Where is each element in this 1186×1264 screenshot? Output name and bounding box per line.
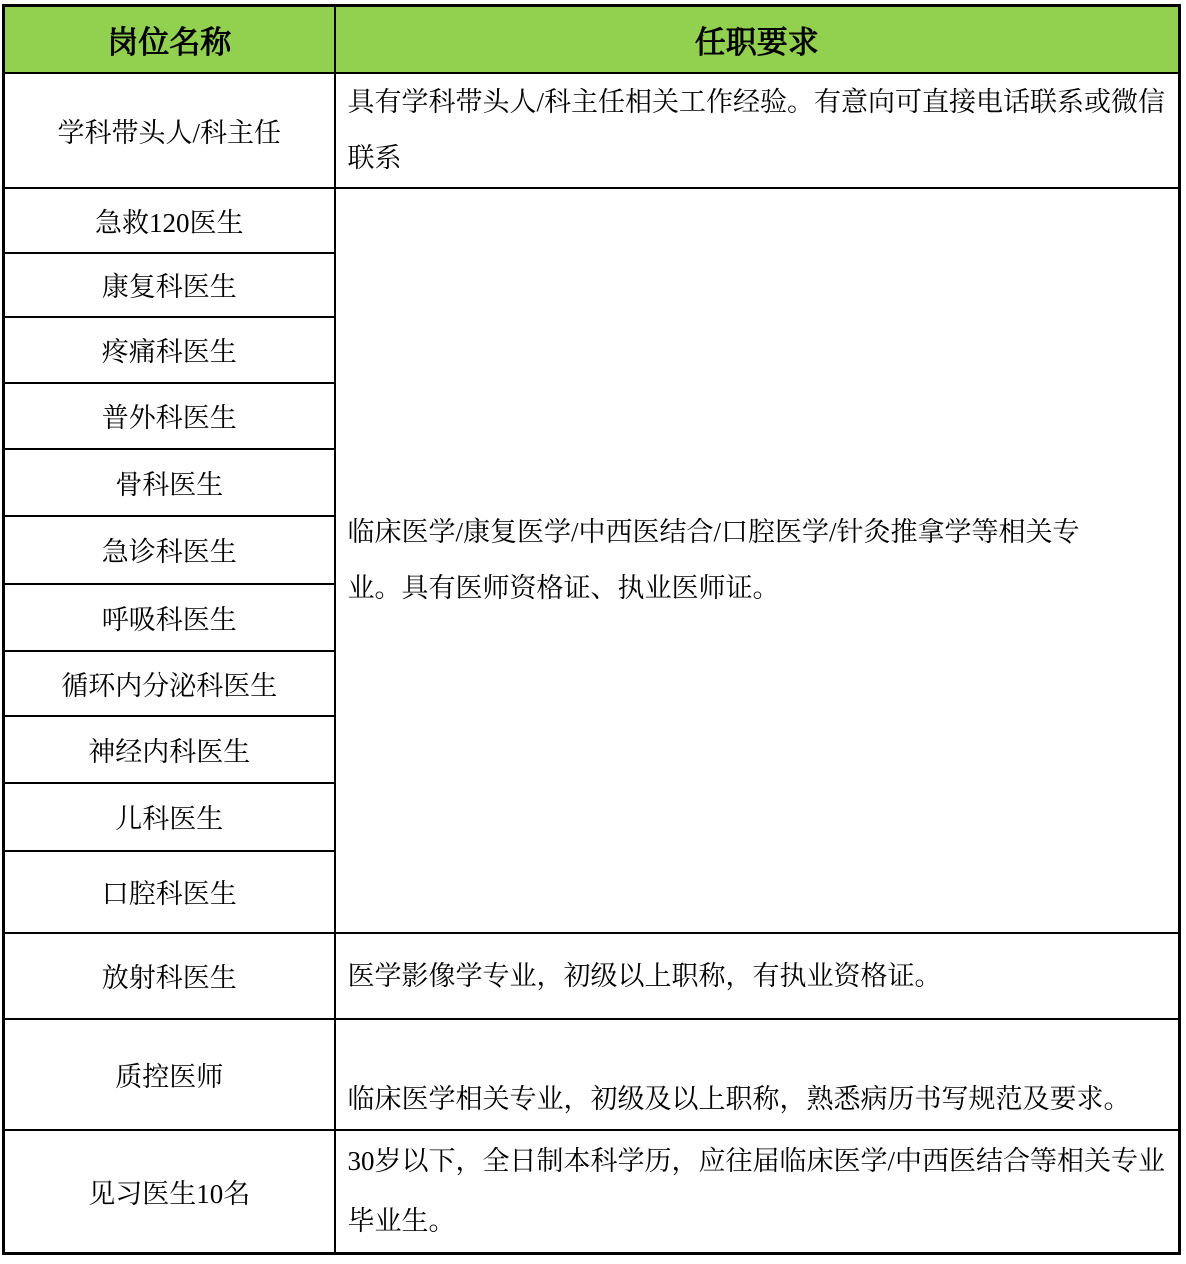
header-position-column: 岗位名称 (4, 6, 335, 73)
position-cell-respiratory: 呼吸科医生 (4, 584, 335, 651)
position-cell-pain: 疼痛科医生 (4, 317, 335, 383)
position-cell-circulation-endocrine: 循环内分泌科医生 (4, 651, 335, 716)
requirement-cell-leader (335, 73, 1180, 188)
position-cell-quality-control: 质控医师 (4, 1019, 335, 1130)
position-cell-stomatology: 口腔科医生 (4, 851, 335, 933)
position-cell-radiology: 放射科医生 (4, 933, 335, 1019)
requirement-line: 联系 (347, 143, 402, 173)
position-cell-pediatrics: 儿科医生 (4, 783, 335, 851)
requirement-line: 30岁以下，全日制本科学历，应往届临床医学/中西医结合等相关专业 (347, 1146, 1166, 1177)
requirement-line: 临床医学相关专业，初级及以上职称，熟悉病历书写规范及要求。 (347, 1083, 1131, 1114)
table-row (4, 73, 1180, 188)
position-cell-emergency-120: 急救120医生 (4, 188, 335, 253)
requirement-line: 毕业生。 (347, 1206, 456, 1237)
requirement-cell-intern (335, 1130, 1180, 1254)
position-cell-intern: 见习医生10名 (4, 1130, 335, 1254)
table-row (4, 1130, 1180, 1254)
header-requirement-column: 任职要求 (335, 6, 1180, 73)
table-row (4, 933, 1180, 1019)
requirement-cell-clinical-merged (335, 188, 1180, 933)
requirement-line: 业。具有医师资格证、执业医师证。 (347, 573, 780, 603)
requirement-line: 医学影像学专业，初级以上职称，有执业资格证。 (347, 960, 942, 991)
position-cell-leader: 学科带头人/科主任 (4, 73, 335, 188)
requirement-line: 临床医学/康复医学/中西医结合/口腔医学/针灸推拿学等相关专 (347, 517, 1080, 547)
table-row (4, 1019, 1180, 1130)
requirement-cell-radiology (335, 933, 1180, 1019)
requirement-line: 具有学科带头人/科主任相关工作经验。有意向可直接电话联系或微信 (347, 87, 1166, 117)
requirement-cell-quality-control (335, 1019, 1180, 1130)
position-cell-general-surgery: 普外科医生 (4, 383, 335, 449)
position-cell-rehabilitation: 康复科医生 (4, 253, 335, 317)
position-cell-orthopedics: 骨科医生 (4, 449, 335, 516)
position-cell-neurology: 神经内科医生 (4, 716, 335, 783)
position-cell-emergency-dept: 急诊科医生 (4, 516, 335, 584)
recruitment-table (2, 4, 1181, 1255)
table-row (4, 188, 1180, 253)
header-row (4, 6, 1180, 73)
